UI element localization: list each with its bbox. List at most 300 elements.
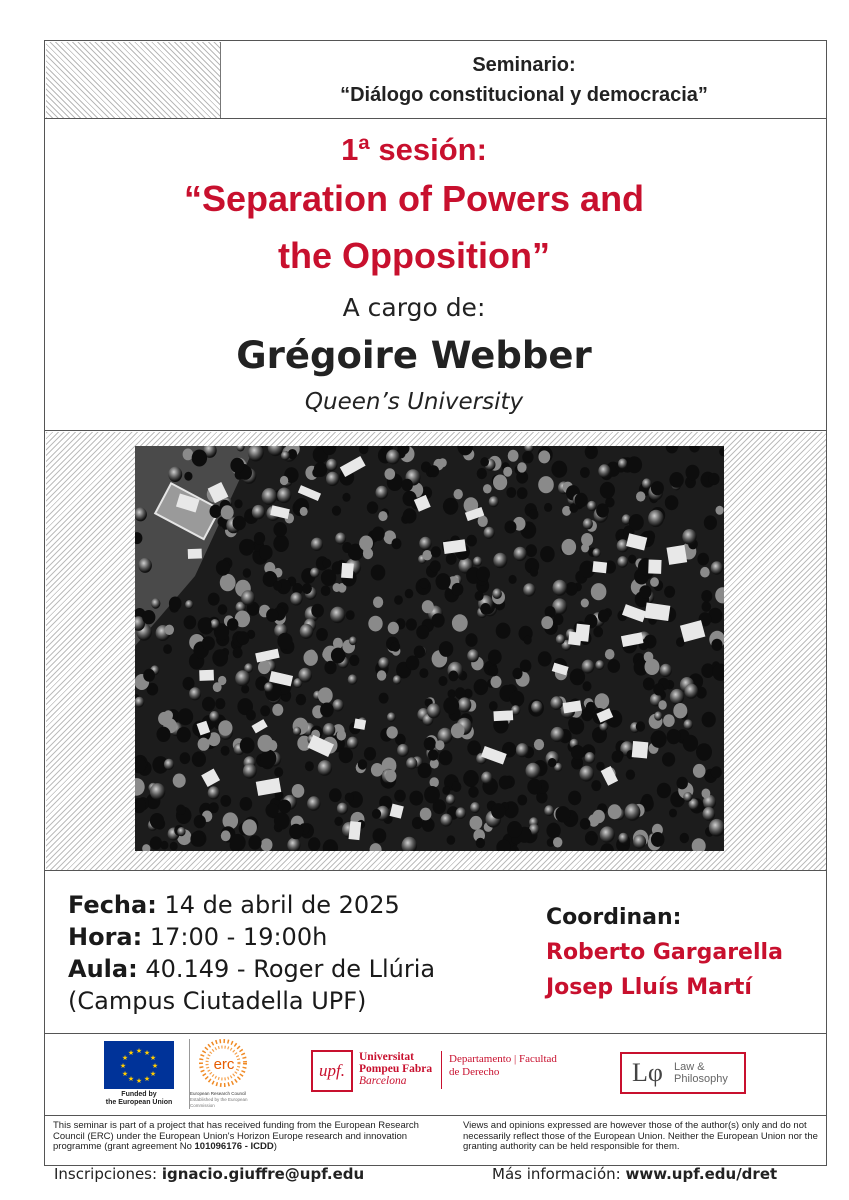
crowd-head [157,727,171,742]
crowd-head [633,835,646,849]
crowd-head [289,824,303,839]
crowd-head [629,514,644,531]
crowd-head [310,568,319,578]
crowd-head [274,812,290,829]
crowd-head [394,790,406,803]
funding-notice [53,1121,423,1153]
crowd-head [322,650,331,659]
crowd-head [683,735,698,752]
crowd-head [682,529,696,545]
crowd-head [595,693,610,709]
crowd-head [568,791,581,806]
crowd-head [254,532,265,544]
crowd-head [653,683,664,695]
crowd-head [337,730,347,741]
crowd-head [321,586,331,597]
crowd-head [409,791,423,806]
crowd-head [458,697,472,712]
crowd-head [316,628,328,641]
crowd-head [378,657,389,669]
crowd-head [538,476,554,493]
registration-label: Inscripciones: [54,1165,162,1183]
crowd-head [386,450,400,465]
crowd-head [474,679,489,695]
crowd-head [261,838,273,851]
crowd-head [538,651,552,666]
crowd-head [654,711,662,720]
crowd-head [305,761,314,771]
crowd-head [517,795,527,806]
crowd-head [323,559,332,568]
crowd-head [702,712,716,728]
crowd-head [358,759,367,769]
crowd-head [665,495,679,510]
session-block [44,130,784,420]
crowd-head [234,499,242,508]
law-philosophy-logo [620,1052,746,1094]
crowd-head [553,837,562,847]
crowd-head [662,752,675,766]
more-info-link[interactable]: www.upf.edu/dret [625,1165,778,1183]
crowd-head [324,661,336,675]
crowd-head [412,817,423,829]
crowd-head [650,577,659,587]
crowd-head [548,758,556,767]
crowd-head [391,642,400,652]
crowd-head [591,780,601,791]
crowd-head [194,815,206,828]
sponsor-logos [46,1035,826,1115]
time-label: Hora: [68,923,143,951]
registration-info [54,1165,364,1183]
crowd-head [300,507,308,516]
crowd-head [514,547,527,561]
date-row [68,889,435,921]
crowd-head [489,496,499,507]
seminar-header [221,50,827,110]
crowd-head [579,766,594,782]
funding-notice-text: This seminar is part of a project that has received funding from the European Research Council (ERC) under the European Union's Horizon Europe research and innovation programme (grant agreement No [53,1120,419,1152]
crowd-head [658,700,666,709]
crowd-head [565,582,577,596]
crowd-head [296,694,306,705]
crowd-head [392,538,402,549]
room-value: 40.149 - Roger de Llúria [145,955,436,983]
crowd-head [293,727,301,736]
crowd-head [708,473,719,485]
crowd-head [248,835,261,849]
crowd-head [523,583,535,596]
crowd-head [598,464,610,478]
crowd-head [240,737,255,753]
crowd-head [227,618,238,631]
protest-sign [666,545,687,565]
crowd-head [298,668,312,683]
crowd-head [452,583,464,596]
crowd-head [300,624,314,639]
header-hatch-panel [46,42,221,118]
crowd-head [442,786,450,795]
crowd-head [657,783,671,799]
crowd-head [347,737,358,750]
crowd-head [648,510,664,527]
crowd-head [246,710,256,721]
crowd-head [475,591,484,601]
crowd-head [311,538,323,551]
crowd-head [527,779,542,795]
crowd-head [419,578,429,589]
date-value: 14 de abril de 2025 [164,891,400,919]
crowd-head [454,489,463,499]
crowd-head [505,521,517,534]
crowd-head [323,723,335,737]
crowd-head [405,589,414,599]
crowd-head [605,649,615,660]
event-details [68,889,435,1017]
crowd-head [553,580,568,596]
crowd-head [422,550,432,560]
crowd-head [553,614,563,625]
crowd-head [701,590,712,602]
crowd-head [377,670,386,680]
crowd-head [642,478,652,489]
crowd-head [198,738,210,751]
crowd-photo [135,446,724,851]
crowd-head [368,616,382,632]
crowd-head [452,614,468,631]
department-line2: de Derecho [449,1066,500,1078]
crowd-head [467,740,481,755]
protest-sign [349,821,362,840]
crowd-head [260,705,270,716]
upf-name [359,1051,432,1087]
crowd-head [143,669,155,682]
grant-number: 101096176 - ICDD [194,1141,274,1152]
crowd-head [221,505,234,519]
crowd-head [151,598,160,608]
crowd-head [424,786,440,803]
crowd-head [596,503,609,517]
crowd-head [418,763,432,778]
crowd-head [422,600,434,613]
crowd-head [218,604,228,614]
crowd-head [470,802,480,813]
crowd-head [435,740,444,750]
crowd-head [192,751,206,767]
crowd-head [506,487,516,498]
crowd-head [189,687,201,700]
date-label: Fecha: [68,891,157,919]
crowd-head [304,650,318,666]
crowd-head [664,586,675,598]
svg-text:erc: erc [213,1056,235,1073]
crowd-head [176,805,186,816]
protest-sign [188,549,202,559]
crowd-head [385,770,396,782]
crowd-head [266,609,278,622]
crowd-head [349,655,359,666]
crowd-head [177,827,185,836]
crowd-head [208,593,220,606]
erc-caption-line2: Established by the European Commission [190,1097,248,1108]
crowd-head [587,501,596,511]
crowd-head [406,757,417,769]
crowd-head [235,670,250,686]
crowd-head [241,590,255,605]
crowd-head [290,592,302,605]
divider [44,870,827,871]
crowd-head [517,487,528,499]
crowd-head [696,743,712,761]
crowd-head [439,676,448,686]
crowd-head [443,498,458,515]
crowd-head [520,660,532,673]
crowd-head [570,669,585,686]
crowd-head [517,462,526,472]
crowd-head [596,762,604,771]
crowd-head [684,684,698,699]
crowd-head [704,515,717,530]
crowd-head [493,475,507,491]
crowd-head [274,767,283,777]
crowd-head [591,583,607,600]
crowd-head [233,516,246,531]
crowd-head [697,553,709,566]
crowd-head [581,599,589,608]
crowd-head [441,814,453,827]
crowd-head [402,479,413,492]
crowd-head [571,745,584,760]
crowd-head [164,759,174,770]
coordinators-block [546,900,783,1005]
crowd-head [308,837,320,851]
crowd-head [617,556,628,568]
crowd-head [693,764,706,778]
speaker-institution: Queen’s University [304,389,524,415]
crowd-head [480,603,490,615]
svg-text:★: ★ [143,1049,151,1057]
crowd-head [531,701,543,714]
crowd-head [476,838,485,848]
crowd-head [683,792,692,802]
upf-mark: upf. [319,1061,345,1080]
crowd-head [333,699,344,711]
crowd-head [372,527,385,541]
crowd-head [359,536,373,551]
crowd-head [651,730,667,748]
crowd-head [463,770,479,787]
crowd-head [428,465,439,477]
crowd-head [529,509,539,520]
room-row [68,953,435,985]
crowd-head [491,803,505,819]
crowd-head [292,784,305,798]
crowd-head [598,610,610,623]
crowd-head [489,701,498,711]
coordinator-name: Roberto Gargarella [546,940,783,965]
crowd-head [169,597,182,611]
crowd-head [562,539,577,555]
svg-text:★: ★ [149,1070,157,1078]
crowd-head [593,627,603,638]
crowd-head [593,548,601,557]
crowd-head [534,739,544,750]
svg-text:★: ★ [143,1075,151,1083]
crowd-head [585,752,596,764]
crowd-head [660,664,672,677]
crowd-head [210,505,222,518]
svg-text:★: ★ [149,1054,157,1062]
time-value: 17:00 - 19:00h [149,923,328,951]
crowd-head [192,450,207,467]
crowd-head [508,450,519,462]
upf-line1: Universitat [359,1051,414,1063]
divider [44,1033,827,1034]
erc-caption [190,1091,270,1109]
crowd-head [580,467,590,478]
crowd-head [302,583,312,594]
crowd-head [243,568,251,577]
disclaimer-text: Views and opinions expressed are however those of the author(s) only and do not necessarily reflect those of the European Union. Neither the European Union nor the granting authority can be held responsible for them. [463,1120,818,1152]
crowd-head [165,625,174,635]
crowd-head [424,737,436,750]
crowd-head [339,747,353,763]
crowd-head [337,803,348,815]
crowd-head [209,802,219,813]
crowd-head [258,661,270,675]
time-row [68,921,435,953]
crowd-head [397,744,409,757]
crowd-head [530,568,538,577]
seminar-title: “Diálogo constitucional y democracia” [340,84,708,106]
crowd-head [237,631,250,645]
crowd-head [419,537,431,551]
crowd-head [258,735,273,752]
svg-text:★: ★ [135,1047,143,1055]
crowd-head [595,660,604,670]
session-label: 1ª sesión: [341,132,487,167]
svg-text:★: ★ [121,1070,129,1078]
crowd-head [446,794,455,804]
crowd-head [481,772,492,784]
crowd-head [420,808,432,821]
crowd-head [273,535,289,552]
crowd-head [488,650,502,665]
crowd-head [198,618,212,633]
crowd-head [618,833,628,844]
crowd-head [509,575,517,584]
crowd-head [451,723,465,738]
crowd-head [491,676,502,688]
crowd-head [466,535,477,547]
speaker-name: Grégoire Webber [236,334,592,377]
lp-line2: Philosophy [674,1073,728,1085]
divider [44,1115,827,1116]
crowd-head [142,610,155,624]
crowd-head [160,841,168,850]
session-title-line1: “Separation of Powers and [183,178,645,219]
crowd-head [587,834,598,846]
crowd-head [628,555,636,564]
svg-text:★: ★ [127,1049,135,1057]
crowd-head [711,766,722,778]
crowd-head [711,639,722,651]
crowd-head [618,458,628,469]
crowd-head [277,488,291,504]
crowd-head [439,641,453,657]
crowd-head [342,493,350,502]
crowd-head [480,457,489,466]
crowd-head [430,777,439,787]
crowd-head [493,553,507,568]
crowd-head [326,459,337,471]
crowd-head [546,823,560,839]
more-info [492,1165,777,1183]
crowd-head [608,804,622,819]
upf-line2: Pompeu Fabra [359,1063,433,1075]
crowd-head [262,488,277,505]
crowd-head [208,786,220,799]
crowd-head [580,818,591,830]
crowd-head [387,712,396,721]
crowd-head [582,660,595,674]
crowd-head [240,797,253,811]
crowd-head [210,619,219,629]
crowd-head [670,689,684,705]
more-info-label: Más información: [492,1165,626,1183]
crowd-head [326,472,339,486]
crowd-head [184,615,197,629]
crowd-head [702,601,712,612]
erc-logo-icon [198,1039,248,1087]
protest-sign [341,563,354,578]
department-name [449,1053,557,1079]
coordinator-name: Josep Lluís Martí [546,975,752,1000]
crowd-head [215,698,225,709]
registration-email-link[interactable]: ignacio.giuffre@upf.edu [161,1165,365,1183]
crowd-head [443,697,459,714]
crowd-head [218,676,226,685]
crowd-head [202,697,215,712]
crowd-head [673,703,687,718]
crowd-head [185,600,193,609]
crowd-head [575,493,588,508]
crowd-head [524,636,532,645]
room-label: Aula: [68,955,138,983]
crowd-head [307,796,320,811]
crowd-head [346,610,355,620]
crowd-head [468,786,478,797]
protest-sign [648,559,661,573]
crowd-head [525,544,537,557]
crowd-head [503,467,512,477]
crowd-head [431,546,441,557]
crowd-head [625,804,641,821]
crowd-head [349,636,357,645]
disclaimer [463,1121,818,1153]
crowd-head [138,558,152,573]
crowd-head [686,465,700,480]
crowd-head [608,659,621,673]
eu-caption-line1: Funded by [121,1091,157,1098]
crowd-head [484,527,495,539]
crowd-head [416,625,429,639]
crowd-head [430,560,441,572]
crowd-head [150,813,164,829]
crowd-head [677,777,688,790]
crowd-head [190,831,204,846]
crowd-head [489,666,499,677]
